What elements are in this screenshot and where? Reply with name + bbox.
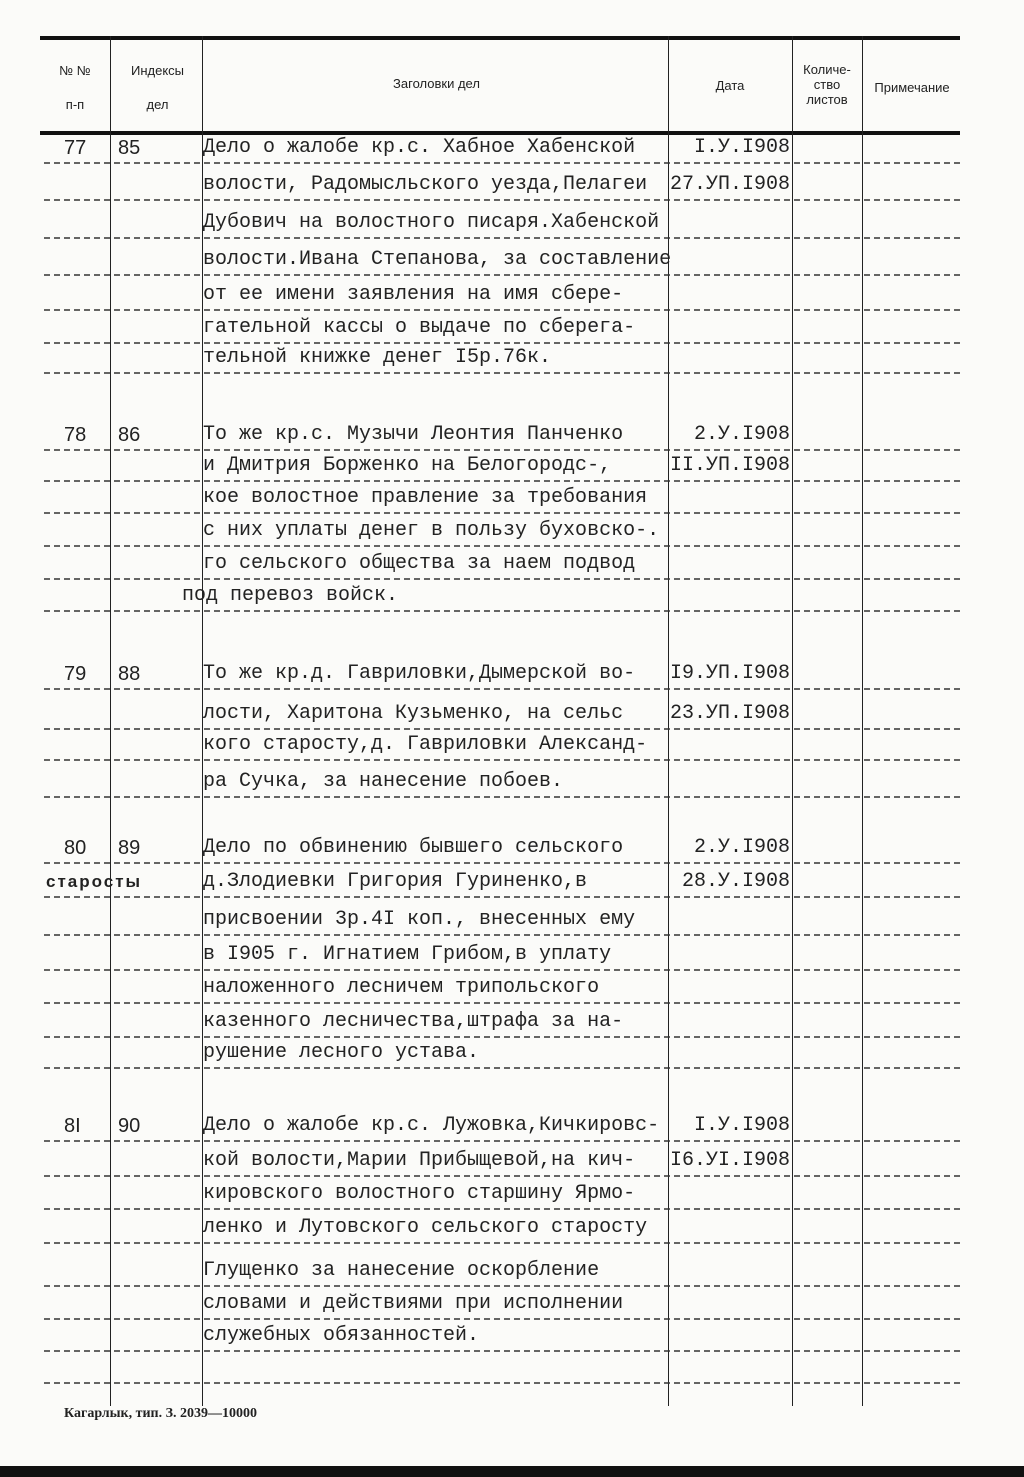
entry-index: 85 <box>118 137 141 159</box>
scan-edge <box>0 1466 1024 1477</box>
title-line: лости, Харитона Кузьменко, на сельс <box>203 702 624 725</box>
row-rule <box>44 372 960 374</box>
entry-index: 86 <box>118 424 141 446</box>
header-number-line: № № <box>59 63 91 78</box>
date-value: I.У.I908 <box>693 1114 790 1137</box>
header-notes: Примечание <box>874 80 950 95</box>
title-line: Глущенко за нанесение оскорбление <box>203 1259 600 1282</box>
row-rule <box>44 578 960 580</box>
header-sheets-line: Количе- <box>803 62 851 77</box>
title-line: го сельского общества за наем подвод <box>203 552 636 575</box>
header-top-rule <box>40 36 960 40</box>
title-line: То же кр.с. Музычи Леонтия Панченко <box>203 423 624 446</box>
title-line: присвоении 3р.4I коп., внесенных ему <box>203 908 636 931</box>
entry-index: 89 <box>118 837 141 859</box>
row-rule <box>44 969 960 971</box>
row-rule <box>44 759 960 761</box>
row-rule <box>44 449 960 451</box>
header-sheets-line: ство <box>813 77 841 92</box>
row-rule <box>44 1067 960 1069</box>
row-rule <box>44 1318 960 1320</box>
row-rule <box>44 862 960 864</box>
row-rule <box>44 480 960 482</box>
row-rule <box>44 274 960 276</box>
header-index-line: Индексы <box>130 63 184 78</box>
printer-imprint: Кагарлык, тип. З. 2039—10000 <box>64 1406 258 1421</box>
column-divider <box>862 36 863 1406</box>
title-line: кое волостное правление за требования <box>203 486 648 509</box>
row-rule <box>44 1350 960 1352</box>
row-rule <box>44 1140 960 1142</box>
row-rule <box>44 162 960 164</box>
row-rule <box>44 1002 960 1004</box>
row-rule <box>44 1382 960 1384</box>
column-divider <box>792 36 793 1406</box>
title-line: казенного лесничества,штрафа за на- <box>203 1010 624 1033</box>
title-line: волости.Ивана Степанова, за составление <box>203 248 672 271</box>
date-value: II.УП.I908 <box>669 454 790 477</box>
row-rule <box>44 688 960 690</box>
header-sheets <box>792 62 862 107</box>
row-rule <box>44 237 960 239</box>
entry-number: 80 <box>64 837 87 859</box>
header-index <box>110 54 205 122</box>
date-value: 23.УП.I908 <box>669 702 790 725</box>
row-rule <box>44 896 960 898</box>
title-line: рушение лесного устава. <box>203 1041 480 1064</box>
date-value: I9.УП.I908 <box>669 662 790 685</box>
header-index-line: дел <box>146 97 169 112</box>
title-line: словами и действиями при исполнении <box>203 1292 624 1315</box>
row-rule <box>44 610 960 612</box>
entry-number: 79 <box>64 663 87 685</box>
date-value: I6.УI.I908 <box>669 1149 790 1172</box>
row-rule <box>44 199 960 201</box>
entry-number: 77 <box>64 137 87 159</box>
title-line: ленко и Лутовского сельского старосту <box>203 1216 648 1239</box>
date-value: 28.У.I908 <box>681 870 790 893</box>
date-value: 2.У.I908 <box>693 423 790 446</box>
title-line: Дело по обвинению бывшего сельского <box>203 836 624 859</box>
row-rule <box>44 1285 960 1287</box>
header-number <box>40 54 110 122</box>
entry-side-note: старосты <box>46 872 143 891</box>
entry-number: 8I <box>64 1115 81 1137</box>
row-rule <box>44 934 960 936</box>
header-bottom-rule <box>40 131 960 135</box>
entry-index: 90 <box>118 1115 141 1137</box>
header-date: Дата <box>715 78 745 93</box>
title-line: кого старосту,д. Гавриловки Александ- <box>203 733 648 756</box>
row-rule <box>44 309 960 311</box>
title-line: Дубович на волостного писаря.Хабенской <box>203 211 660 234</box>
title-line: То же кр.д. Гавриловки,Дымерской во- <box>203 662 636 685</box>
title-line: наложенного лесничем трипольского <box>203 976 600 999</box>
title-line: под перевоз войск. <box>182 584 399 607</box>
row-rule <box>44 1242 960 1244</box>
title-line: тельной книжке денег I5р.76к. <box>203 346 552 369</box>
row-rule <box>44 1036 960 1038</box>
title-line: служебных обязанностей. <box>203 1324 480 1347</box>
row-rule <box>44 512 960 514</box>
date-value: 2.У.I908 <box>693 836 790 859</box>
column-divider <box>110 36 111 1406</box>
entry-index: 88 <box>118 663 141 685</box>
title-line: волости, Радомысльского уезда,Пелагеи <box>203 173 648 196</box>
title-line: кировского волостного старшину Ярмо- <box>203 1182 636 1205</box>
row-rule <box>44 728 960 730</box>
date-value: 27.УП.I908 <box>669 173 790 196</box>
title-line: с них уплаты денег в пользу буховско-. <box>203 519 660 542</box>
title-line: Дело о жалобе кр.с. Лужовка,Кичкировс- <box>203 1114 660 1137</box>
row-rule <box>44 1175 960 1177</box>
entry-number: 78 <box>64 424 87 446</box>
title-line: ра Сучка, за нанесение побоев. <box>203 770 564 793</box>
row-rule <box>44 1208 960 1210</box>
row-rule <box>44 796 960 798</box>
column-divider <box>668 36 669 1406</box>
row-rule <box>44 545 960 547</box>
date-value: I.У.I908 <box>693 136 790 159</box>
title-line: гательной кассы о выдаче по сберега- <box>203 316 636 339</box>
header-number-line: п-п <box>65 97 85 112</box>
title-line: в I905 г. Игнатием Грибом,в уплату <box>203 943 612 966</box>
title-line: кой волости,Марии Прибыщевой,на кич- <box>203 1149 636 1172</box>
title-line: Дело о жалобе кр.с. Хабное Хабенской <box>203 136 636 159</box>
header-sheets-line: листов <box>806 92 848 107</box>
header-title: Заголовки дел <box>393 76 480 91</box>
title-line: от ее имени заявления на имя сбере- <box>203 283 624 306</box>
title-line: д.Злодиевки Григория Гуриненко,в <box>203 870 588 893</box>
title-line: и Дмитрия Борженко на Белогородс-, <box>203 454 612 477</box>
row-rule <box>44 342 960 344</box>
